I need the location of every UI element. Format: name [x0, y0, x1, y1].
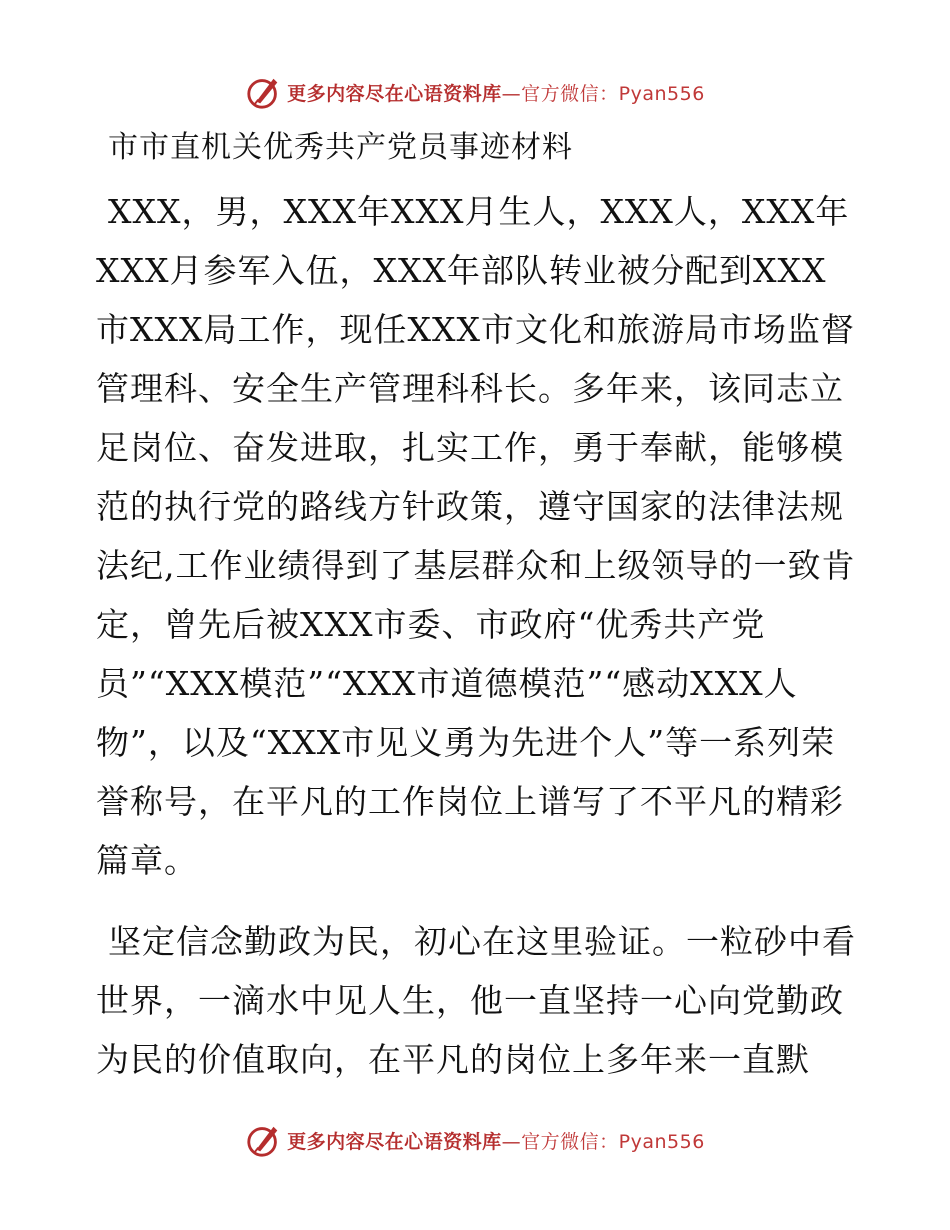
header-watermark [0, 72, 950, 112]
watermark-text [287, 79, 705, 106]
watermark-brand: 更多内容尽在心语资料库 [287, 82, 502, 105]
watermark-text [287, 1127, 705, 1154]
watermark-wechat: 官方微信：Pyan556 [521, 82, 705, 105]
document-title: 市市直机关优秀共产党员事迹材料 [108, 130, 573, 165]
paragraph: 坚定信念勤政为民，初心在这里验证。一粒砂中看世界，一滴水中见人生，他一直坚持一心向党勤政为民的价值取向，在平凡的岗位上多年来一直默 [96, 922, 856, 1079]
paragraph: XXX，男，XXX年XXX月生人，XXX人，XXX年XXX月参军入伍，XXX年部队转业被分配到XXX市XXX局工作，现任XXX市文化和旅游局市场监督管理科、安全生产管理科科长。多年来，该同志立足岗位、奋发进取，扎实工作，勇于奉献，能够模范的执行党的路线方针政策，遵守国家的法律法规法纪,工作业绩得到了基层群众和上级领导的一致肯定，曾先后被XXX市委、市政府“优秀共产党员”“XXX模范”“XXX市道德模范”“感动XXX人物”，以及“XXX市见义勇为先进个人”等一系列荣誉称号，在平凡的工作岗位上谱写了不平凡的精彩篇章。 [96, 192, 856, 880]
quill-logo-icon [245, 1121, 283, 1159]
watermark-wechat: 官方微信：Pyan556 [521, 1130, 705, 1153]
footer-watermark [0, 1120, 950, 1160]
watermark-separator: — [501, 82, 522, 105]
watermark-brand: 更多内容尽在心语资料库 [287, 1130, 502, 1153]
quill-logo-icon [245, 73, 283, 111]
document-body [96, 120, 856, 1111]
watermark-separator: — [501, 1130, 522, 1153]
